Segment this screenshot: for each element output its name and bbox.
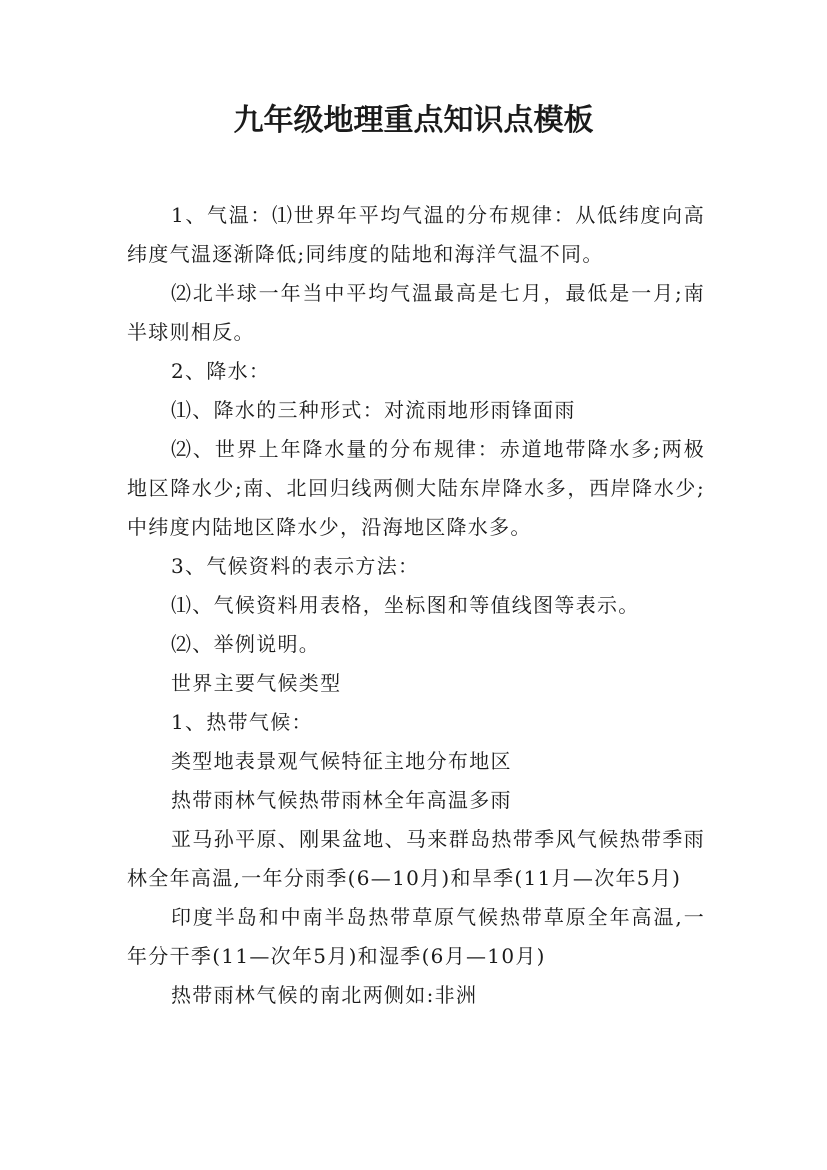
document-title: 九年级地理重点知识点模板 — [233, 103, 594, 138]
paragraph-climate-data-methods: ⑴、气候资料用表格，坐标图和等值线图等表示。 — [171, 593, 640, 617]
document-body — [127, 196, 705, 1015]
paragraph-temperature-rule: 1、气温：⑴世界年平均气温的分布规律：从低纬度向高纬度气温逐渐降低;同纬度的陆地和海洋气温不同。 — [127, 203, 705, 266]
paragraph-table-header: 类型地表景观气候特征主地分布地区 — [171, 749, 512, 773]
paragraph-rainforest-sides: 热带雨林气候的南北两侧如:非洲 — [171, 983, 478, 1007]
paragraph-climate-data-example: ⑵、举例说明。 — [171, 632, 321, 656]
paragraph-savanna-climate: 印度半岛和中南半岛热带草原气候热带草原全年高温,一年分干季(11—次年5月)和湿季(6月—10月) — [127, 905, 705, 968]
paragraph-rainforest-climate: 热带雨林气候热带雨林全年高温多雨 — [171, 788, 512, 812]
paragraph-precipitation-heading: 2、降水： — [171, 359, 271, 383]
paragraph-monsoon-climate: 亚马孙平原、刚果盆地、马来群岛热带季风气候热带季雨林全年高温,一年分雨季(6—10月)和旱季(11月—次年5月) — [127, 827, 705, 890]
paragraph-precipitation-forms: ⑴、降水的三种形式：对流雨地形雨锋面雨 — [171, 398, 576, 422]
paragraph-tropical-climate-heading: 1、热带气候： — [171, 710, 313, 734]
paragraph-temperature-months: ⑵北半球一年当中平均气温最高是七月，最低是一月;南半球则相反。 — [127, 281, 705, 344]
paragraph-climate-data-heading: 3、气候资料的表示方法： — [171, 554, 420, 578]
paragraph-precipitation-distribution: ⑵、世界上年降水量的分布规律：赤道地带降水多;两极地区降水少;南、北回归线两侧大陆东岸降水多，西岸降水少;中纬度内陆地区降水少，沿海地区降水多。 — [127, 437, 705, 539]
paragraph-world-climate-types: 世界主要气候类型 — [171, 671, 342, 695]
